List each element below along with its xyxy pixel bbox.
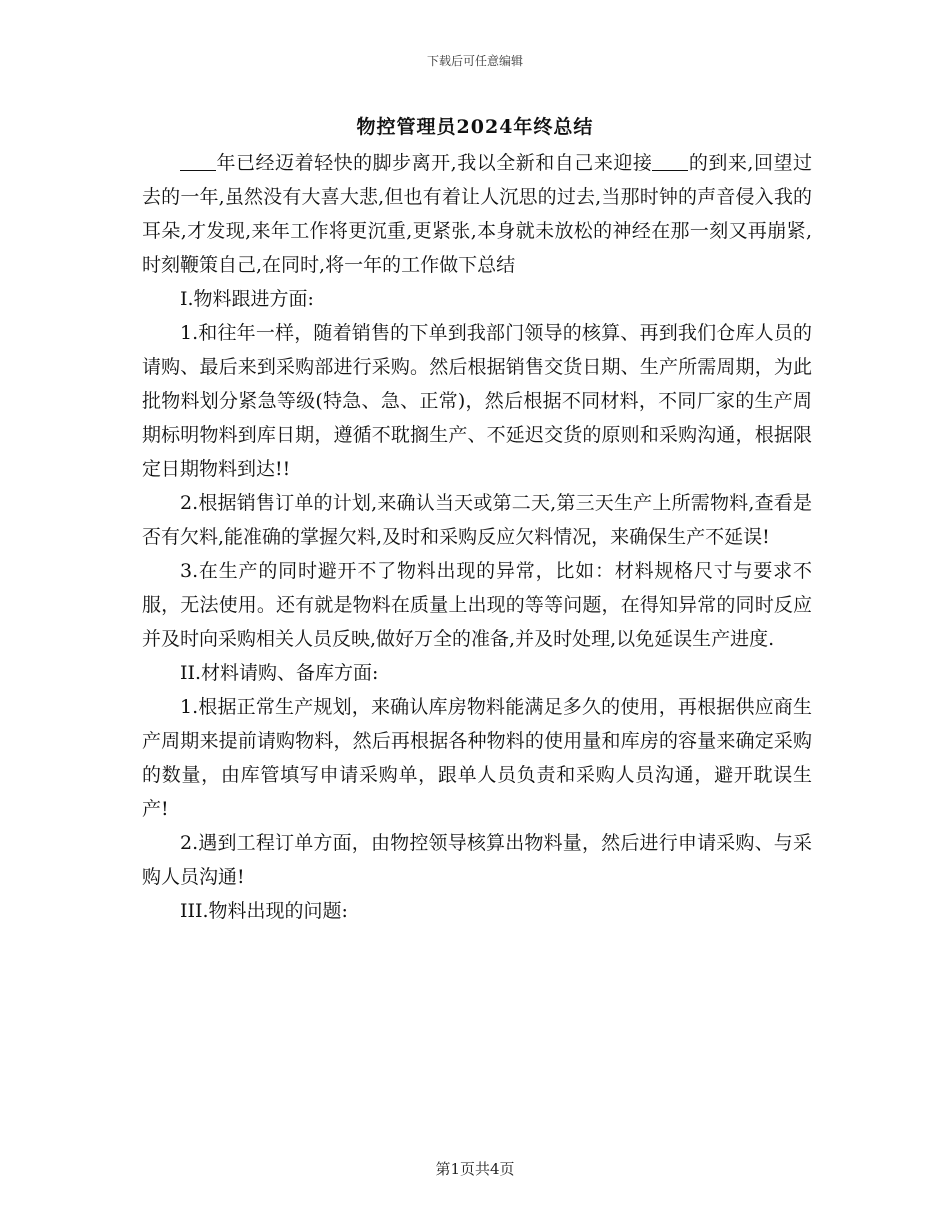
- page-header-note: 下载后可任意编辑: [426, 54, 523, 68]
- document-title: 物控管理员2024年终总结: [356, 116, 594, 138]
- intro-text-part1: 年已经迈着轻快的脚步离开,我以全新和自己来迎接: [216, 152, 653, 174]
- body-paragraph: 2.根据销售订单的计划,来确认当天或第二天,第三天生产上所需物料,查看是否有欠料,能准确的掌握欠料,及时和采购反应欠料情况，来确保生产不延误!: [142, 492, 812, 548]
- page-number-footer: 第1页共4页: [435, 1160, 515, 1178]
- blank-underline: [180, 150, 216, 171]
- document-body: [142, 146, 812, 928]
- blank-underline: [652, 150, 688, 171]
- section-heading-purchase-stock: II.材料请购、备库方面:: [180, 662, 379, 684]
- body-paragraph: 3.在生产的同时避开不了物料出现的异常，比如：材料规格尺寸与要求不服，无法使用。还有就是物料在质量上出现的等等问题，在得知异常的同时反应并及时向采购相关人员反映,做好万全的准备,并及时处理,以免延误生产进度.: [142, 560, 812, 650]
- section-heading-material-issues: III.物料出现的问题:: [180, 900, 348, 922]
- section-heading-material-followup: I.物料跟进方面:: [180, 288, 314, 310]
- intro-paragraph: [142, 146, 812, 282]
- intro-text-part2: 的到来,回望过去的一年,虽然没有大喜大悲,但也有着让人沉思的过去,当那时钟的声音侵入我的耳朵,才发现,来年工作将更沉重,更紧张,本身就未放松的神经在那一刻又再崩紧,时刻鞭策自己,在同时,将一年的工作做下总结: [142, 152, 812, 276]
- body-paragraph: 2.遇到工程订单方面，由物控领导核算出物料量，然后进行申请采购、与采购人员沟通!: [142, 832, 812, 888]
- body-paragraph: 1.和往年一样，随着销售的下单到我部门领导的核算、再到我们仓库人员的请购、最后来到采购部进行采购。然后根据销售交货日期、生产所需周期，为此批物料划分紧急等级(特急、急、正常)，然后根据不同材料，不同厂家的生产周期标明物料到库日期，遵循不耽搁生产、不延迟交货的原则和采购沟通，根据限定日期物料到达!!: [142, 322, 812, 480]
- body-paragraph: 1.根据正常生产规划，来确认库房物料能满足多久的使用，再根据供应商生产周期来提前请购物料，然后再根据各种物料的使用量和库房的容量来确定采购的数量，由库管填写申请采购单，跟单人员负责和采购人员沟通，避开耽误生产!: [142, 696, 812, 820]
